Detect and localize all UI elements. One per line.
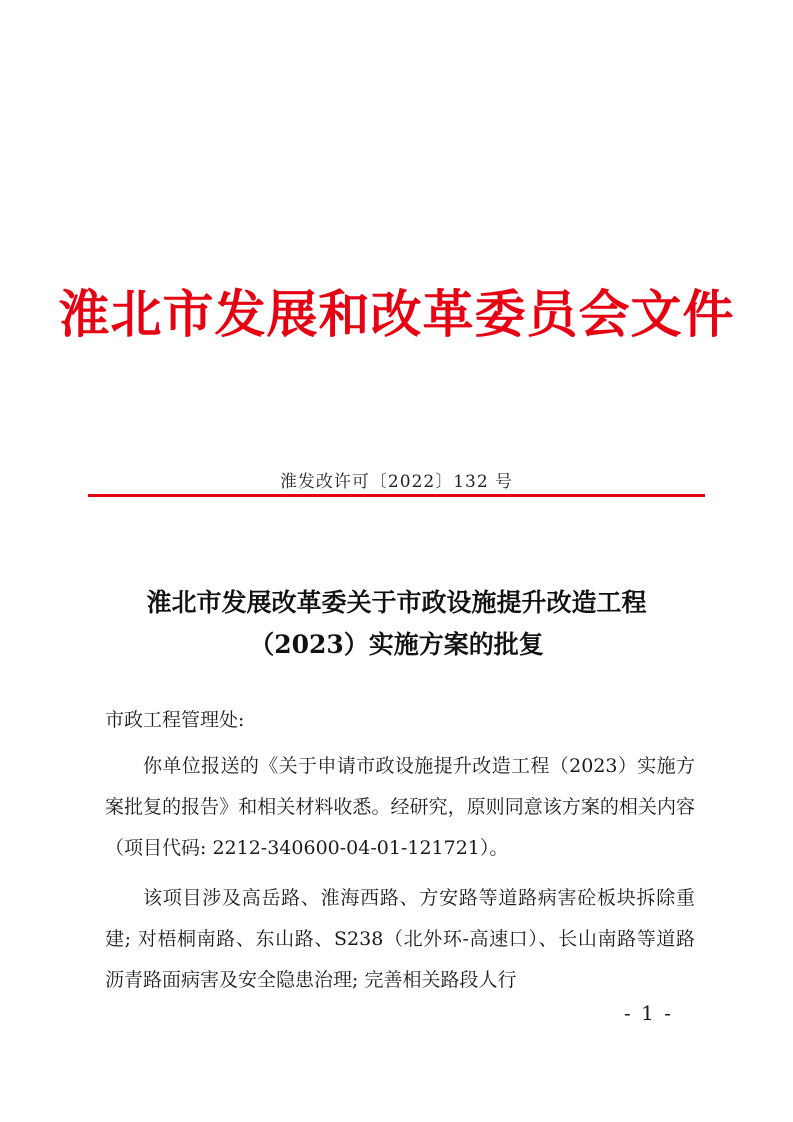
document-number: 淮发改许可〔2022〕132 号	[279, 472, 514, 492]
addressee: 市政工程管理处:	[105, 709, 245, 731]
issuer-masthead: 淮北市发展和改革委员会文件	[58, 285, 735, 345]
document-title-line-2: （2023）实施方案的批复	[249, 630, 544, 659]
page-number: - 1 -	[624, 1001, 673, 1025]
document-title-line-1: 淮北市发展改革委关于市政设施提升改造工程	[146, 588, 647, 617]
body-paragraph-1: 你单位报送的《关于申请市政设施提升改造工程（2023）实施方案批复的报告》和相关材料收悉。经研究，原则同意该方案的相关内容（项目代码: 2212-340600-04-01-121721）。	[105, 755, 695, 859]
red-divider-line	[88, 494, 705, 497]
document-body	[105, 746, 695, 1010]
document-title	[70, 582, 723, 666]
body-paragraph-2: 该项目涉及高岳路、淮海西路、方安路等道路病害砼板块拆除重建; 对梧桐南路、东山路、S238（北外环-高速口）、长山南路等道路沥青路面病害及安全隐患治理; 完善相关路段人行	[105, 887, 695, 991]
